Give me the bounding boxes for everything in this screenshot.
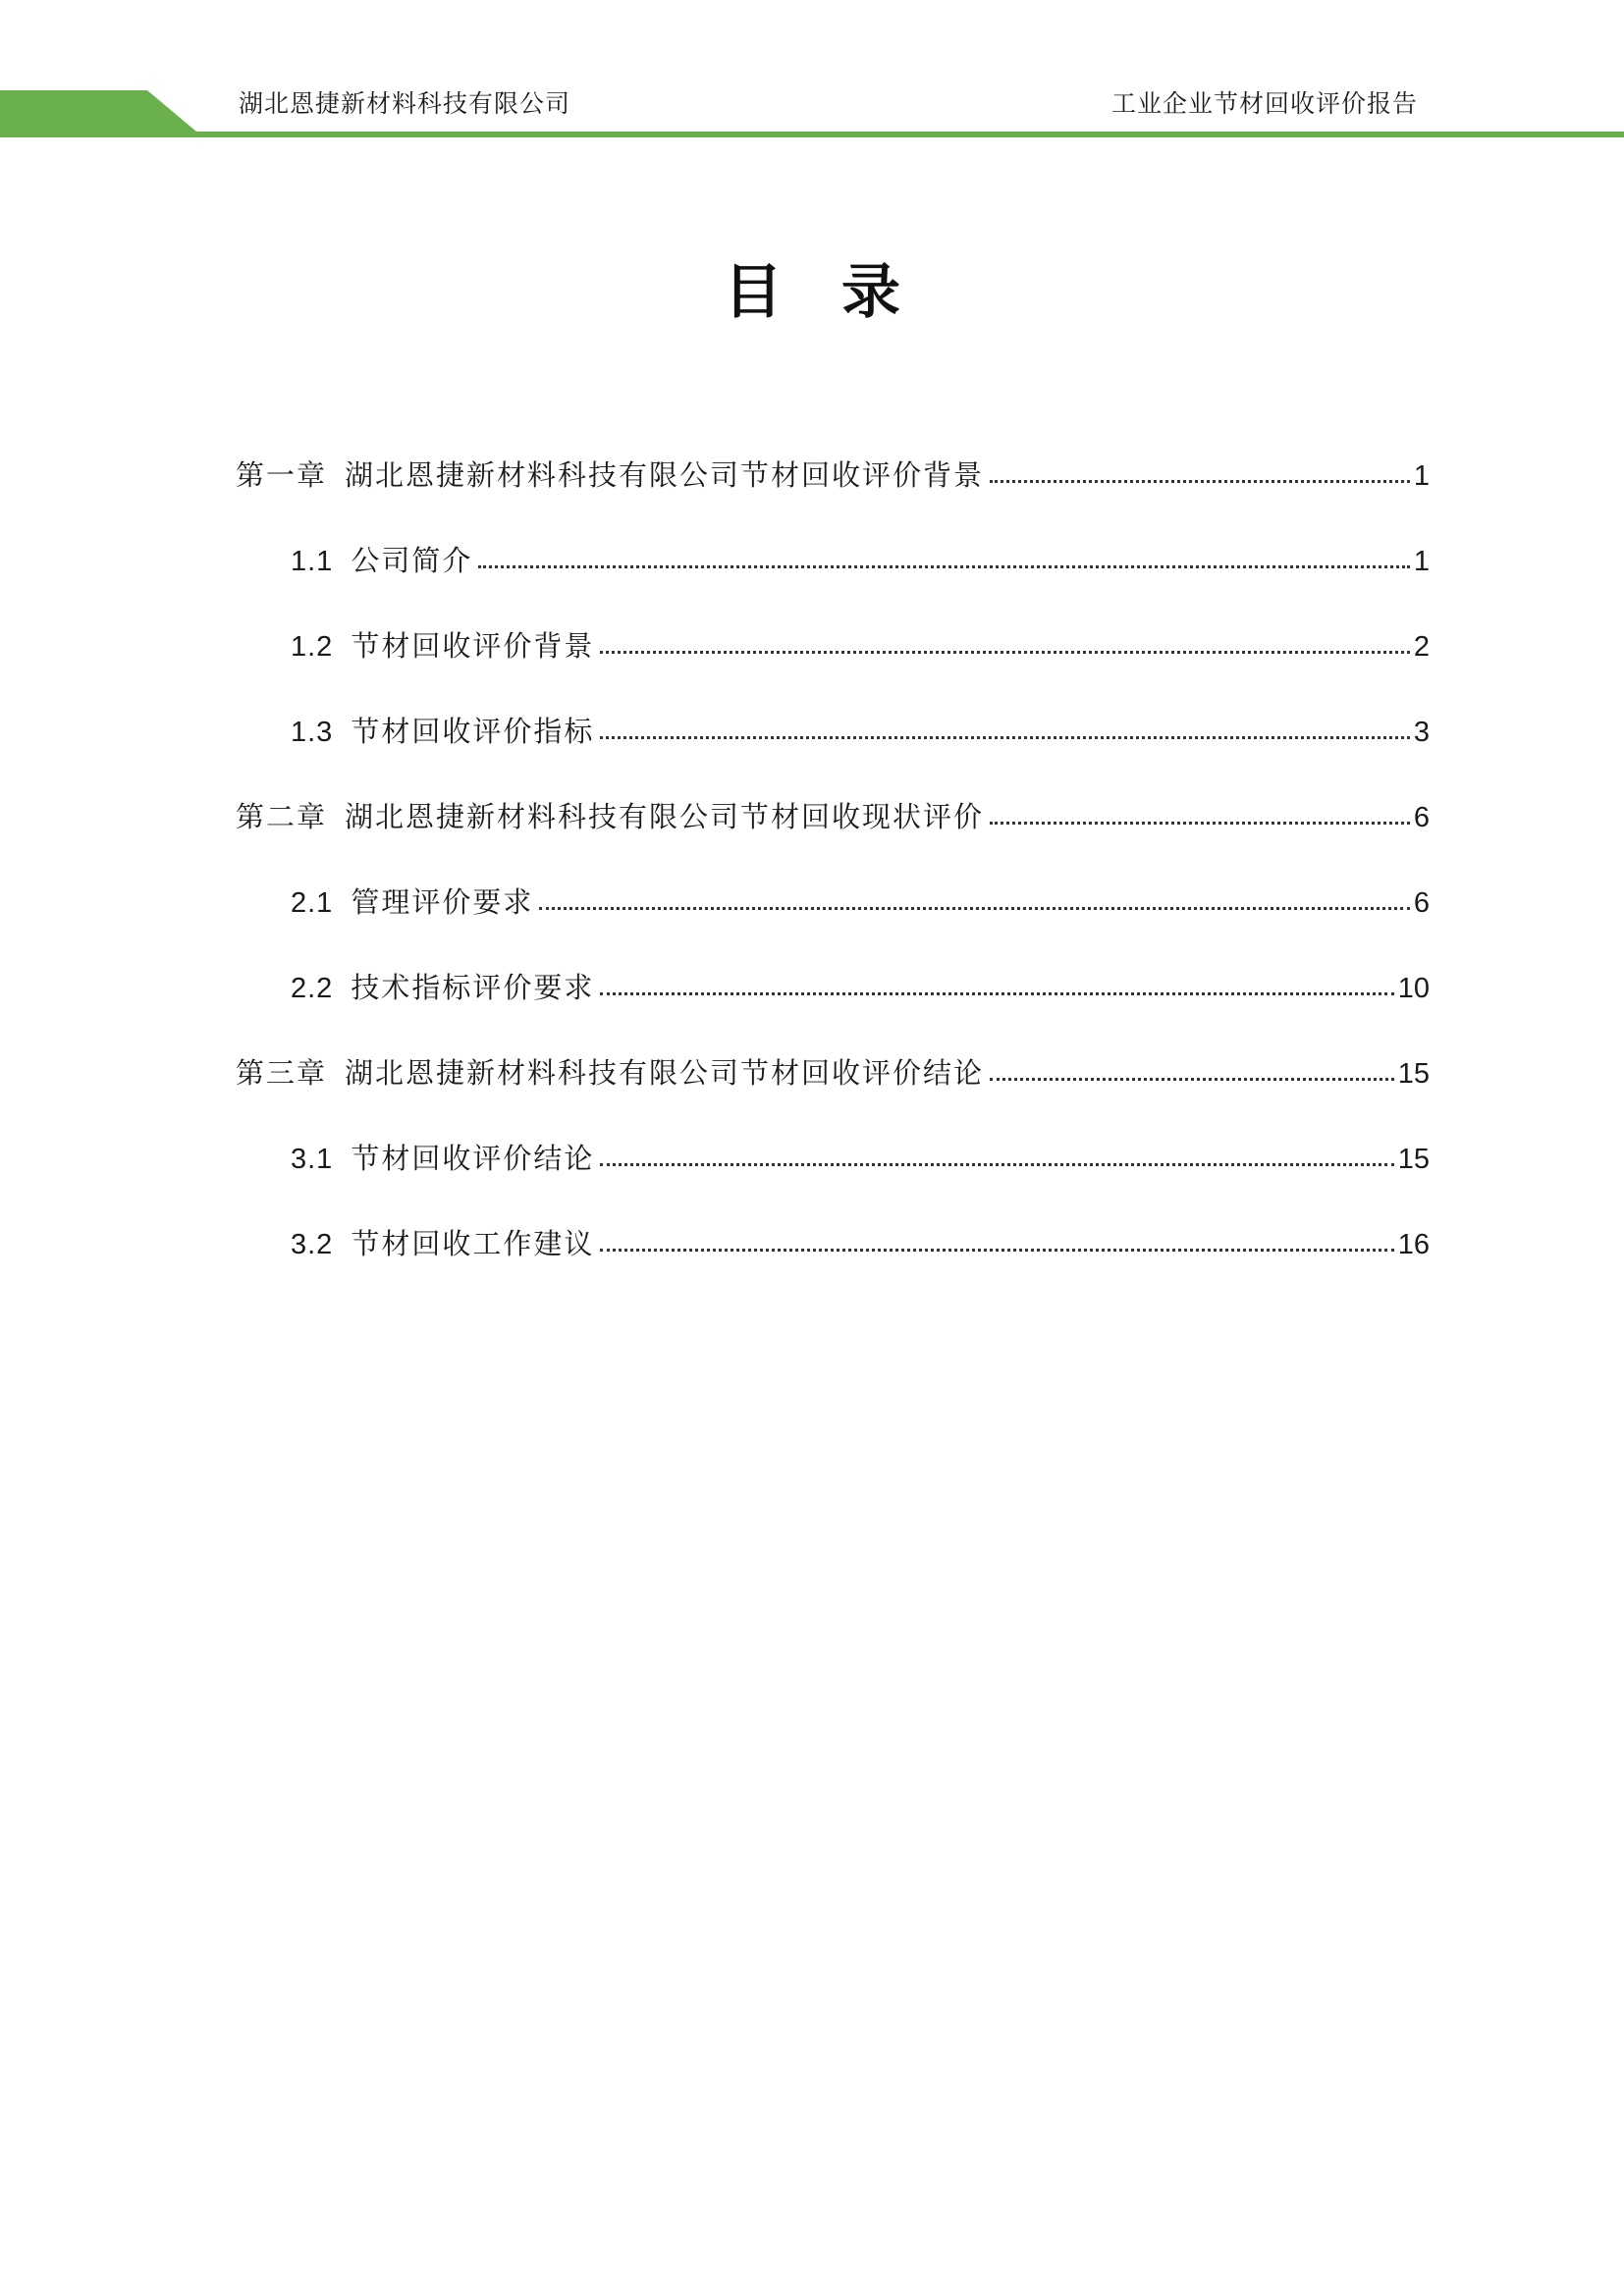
- header-decoration: [0, 0, 1624, 142]
- toc-entry-page: 10: [1397, 973, 1430, 1004]
- toc-entry-text: 节材回收评价背景: [351, 629, 595, 663]
- toc-leader-dots: [600, 1248, 1393, 1252]
- toc-entry-number: 第二章: [236, 800, 328, 833]
- toc-entry-section-3-1[interactable]: [236, 1137, 1430, 1222]
- toc-entry-number: 3.1: [291, 1144, 334, 1175]
- table-of-contents: [236, 454, 1430, 1308]
- toc-entry-text: 节材回收工作建议: [351, 1227, 595, 1260]
- toc-entry-chapter-2[interactable]: [236, 795, 1430, 881]
- toc-entry-text: 公司简介: [351, 544, 473, 577]
- page-header: [0, 0, 1624, 142]
- toc-entry-page: 2: [1413, 631, 1430, 663]
- toc-entry-page: 6: [1413, 887, 1430, 919]
- toc-leader-dots: [600, 735, 1410, 739]
- toc-entry-number: 1.3: [291, 717, 334, 748]
- toc-entry-text: 节材回收评价指标: [351, 715, 595, 748]
- toc-entry-page: 15: [1397, 1058, 1430, 1090]
- toc-entry-text: 管理评价要求: [351, 885, 534, 919]
- toc-entry-section-2-1[interactable]: [236, 881, 1430, 966]
- toc-entry-section-1-1[interactable]: [236, 539, 1430, 624]
- toc-entry-page: 15: [1397, 1144, 1430, 1175]
- toc-entry-number: 第三章: [236, 1056, 328, 1090]
- toc-leader-dots: [539, 906, 1410, 910]
- toc-entry-page: 3: [1413, 717, 1430, 748]
- toc-leader-dots: [990, 821, 1410, 825]
- toc-entry-number: 1.1: [291, 546, 334, 577]
- toc-entry-section-2-2[interactable]: [236, 966, 1430, 1051]
- toc-entry-number: 第一章: [236, 458, 328, 492]
- toc-entry-text: 技术指标评价要求: [351, 971, 595, 1004]
- header-report-title: 工业企业节材回收评价报告: [1110, 89, 1418, 118]
- toc-entry-page: 16: [1397, 1229, 1430, 1260]
- toc-leader-dots: [990, 479, 1410, 483]
- toc-entry-number: 2.2: [291, 973, 334, 1004]
- toc-entry-chapter-1[interactable]: [236, 454, 1430, 539]
- toc-entry-page: 1: [1413, 460, 1430, 492]
- toc-leader-dots: [478, 564, 1410, 568]
- toc-entry-section-1-3[interactable]: [236, 710, 1430, 795]
- header-green-tab: [0, 90, 196, 132]
- toc-leader-dots: [600, 650, 1410, 654]
- toc-leader-dots: [990, 1077, 1394, 1081]
- toc-entry-number: 3.2: [291, 1229, 334, 1260]
- toc-leader-dots: [600, 991, 1393, 995]
- toc-entry-number: 1.2: [291, 631, 334, 663]
- toc-entry-text: 湖北恩捷新材料科技有限公司节材回收评价结论: [345, 1056, 985, 1090]
- toc-entry-page: 6: [1413, 802, 1430, 833]
- header-green-rule: [0, 132, 1624, 137]
- toc-entry-section-3-2[interactable]: [236, 1222, 1430, 1308]
- header-company-name: 湖北恩捷新材料科技有限公司: [239, 89, 571, 118]
- toc-entry-section-1-2[interactable]: [236, 624, 1430, 710]
- toc-entry-chapter-3[interactable]: [236, 1051, 1430, 1137]
- toc-entry-text: 湖北恩捷新材料科技有限公司节材回收现状评价: [345, 800, 985, 833]
- toc-leader-dots: [600, 1162, 1393, 1166]
- toc-entry-text: 湖北恩捷新材料科技有限公司节材回收评价背景: [345, 458, 985, 492]
- toc-entry-page: 1: [1413, 546, 1430, 577]
- toc-heading: 目录: [724, 258, 959, 327]
- toc-entry-text: 节材回收评价结论: [351, 1142, 595, 1175]
- toc-entry-number: 2.1: [291, 887, 334, 919]
